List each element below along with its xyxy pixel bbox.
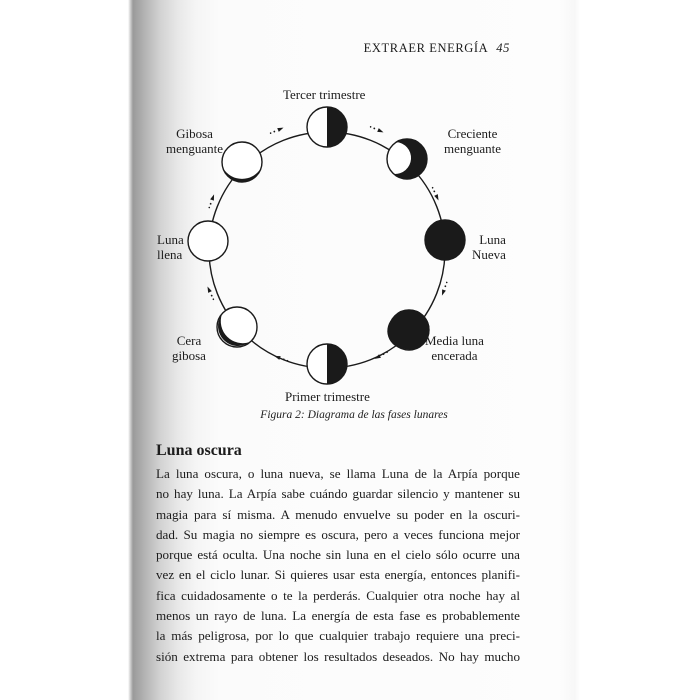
label-creciente-line1: Creciente <box>447 126 498 141</box>
label-creciente-line2: menguante <box>444 141 502 156</box>
label-media-luna-line2: encerada <box>431 348 478 363</box>
moon-gibosa-menguante-icon <box>222 142 262 182</box>
arrow-left-lower <box>206 286 216 301</box>
label-tercer-trimestre <box>283 87 365 102</box>
text-line: dad. Su magia no siempre es oscura, pero a veces funciona mejor <box>156 526 520 542</box>
label-media-luna-line1: Media luna <box>425 333 484 348</box>
moon-media-luna-encerada-icon <box>387 310 429 350</box>
body-paragraph <box>156 464 520 667</box>
arrow-right-lower <box>440 281 449 296</box>
label-gibosa-menguante <box>166 126 223 156</box>
label-cera-gibosa-line1: Cera <box>176 333 202 348</box>
moon-luna-llena-icon <box>188 221 228 261</box>
arrow-top-right <box>369 125 384 134</box>
text-line: sión extrema para obtener los resultados deseados. No hay mucho <box>156 648 520 664</box>
figure-caption: Figura 2: Diagrama de las fases lunares <box>260 409 448 421</box>
text-line: menos un rayo de luna. La energía de esta fase es probablemente <box>156 608 520 624</box>
header-title: EXTRAER ENERGÍA <box>363 41 489 55</box>
label-luna-nueva-line2: Nueva <box>472 247 506 262</box>
text-line: magia para sí misma. A menudo envuelve su poder en la oscuri- <box>156 506 520 522</box>
arrow-top-left <box>269 126 284 135</box>
label-cera-gibosa <box>172 333 206 363</box>
text-line: vez en el ciclo lunar. Si quieres usar esta energía, entonces planifi- <box>156 567 520 583</box>
section-heading: Luna oscura <box>156 442 242 459</box>
label-gibosa-line2: menguante <box>166 141 224 156</box>
label-luna-nueva <box>472 232 506 262</box>
arrow-right-upper <box>430 186 440 201</box>
label-luna-nueva-line1: Luna <box>479 232 506 247</box>
label-cera-gibosa-line2: gibosa <box>172 348 206 363</box>
label-luna-llena-line1: Luna <box>157 232 184 247</box>
moon-tercer-trimestre-icon <box>307 107 347 147</box>
label-creciente-menguante <box>444 126 501 156</box>
moon-primer-trimestre-icon <box>307 344 347 384</box>
label-gibosa-line1: Gibosa <box>176 126 213 141</box>
label-luna-llena-line2: llena <box>157 247 183 262</box>
label-primer-trimestre <box>285 389 370 404</box>
text-line: la más peligrosa, por lo que cualquier trabajo requiere una preci- <box>156 628 520 644</box>
label-luna-llena <box>157 232 184 262</box>
arrow-left-upper <box>207 194 216 209</box>
text-line: porque está oculta. Una noche sin luna en el cielo sólo ocurre una <box>156 547 520 563</box>
label-primer-trimestre-text: Primer trimestre <box>285 389 370 404</box>
moon-creciente-menguante-icon <box>387 139 427 179</box>
page-number: 45 <box>496 41 510 55</box>
moon-cera-gibosa-icon <box>217 307 257 347</box>
text-line: no hay luna. La Arpía sabe cuándo guardar silencio y mantener su <box>156 486 520 502</box>
label-media-luna-encerada <box>425 333 484 363</box>
text-line: La luna oscura, o luna nueva, se llama Luna de la Arpía porque <box>156 466 520 481</box>
text-line: fica cuidadosamente o te la perderás. Cualquier otra noche hay al <box>156 587 520 603</box>
moon-luna-nueva-icon <box>425 220 465 260</box>
label-tercer-trimestre-text: Tercer trimestre <box>283 87 366 102</box>
